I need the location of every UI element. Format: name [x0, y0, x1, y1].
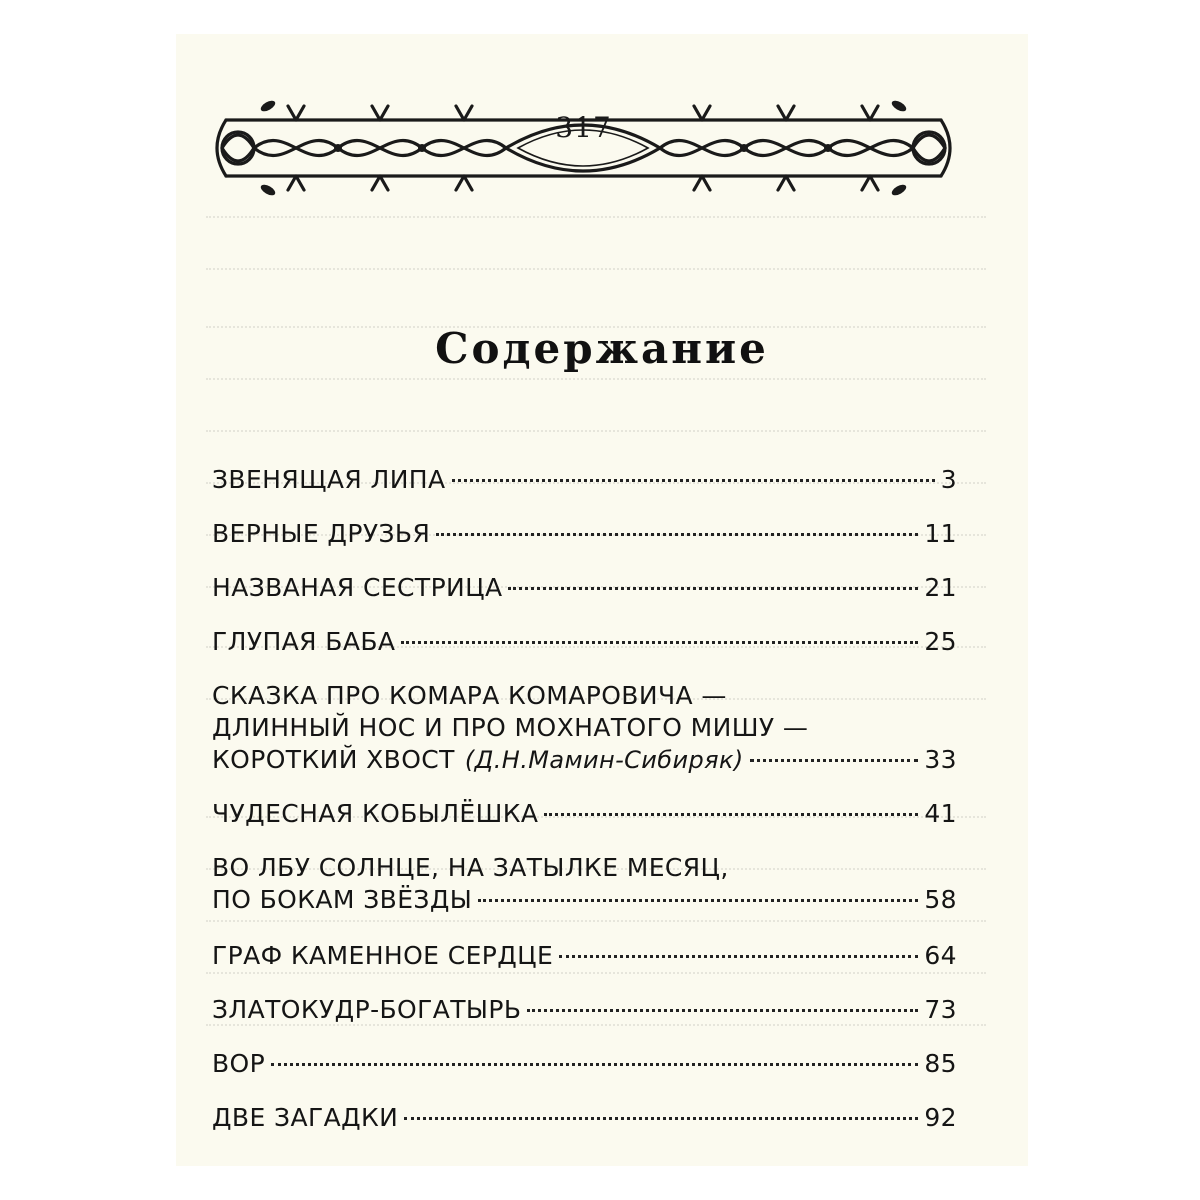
toc-page-number: 58	[924, 885, 957, 914]
toc-entry-line	[212, 518, 957, 550]
toc-entry-author: (Д.Н.Мамин-Сибиряк)	[464, 746, 744, 774]
toc-entry-line	[212, 994, 957, 1026]
toc-page-number: 92	[924, 1103, 957, 1132]
toc-entry-title: ВЕРНЫЕ ДРУЗЬЯ	[212, 519, 431, 548]
toc-entry[interactable]	[212, 1102, 957, 1134]
toc-entry-title: ВО ЛБУ СОЛНЦЕ, НА ЗАТЫЛКЕ МЕСЯЦ,	[212, 853, 729, 882]
dot-leader	[271, 1063, 918, 1066]
toc-entry-title: НАЗВАНАЯ СЕСТРИЦА	[212, 573, 503, 602]
dot-leader	[452, 479, 935, 482]
dot-leader	[508, 587, 918, 590]
toc-entry[interactable]	[212, 994, 957, 1026]
toc-page-number: 41	[924, 799, 957, 828]
toc-entry-line	[212, 884, 957, 916]
toc-entry-line	[212, 680, 957, 712]
toc-entry-title: ЗЛАТОКУДР-БОГАТЫРЬ	[212, 995, 522, 1024]
toc-entry-line	[212, 572, 957, 604]
toc-entry[interactable]	[212, 852, 957, 916]
toc-entry-title: СКАЗКА ПРО КОМАРА КОМАРОВИЧА —	[212, 681, 727, 710]
toc-page-number: 21	[924, 573, 957, 602]
toc-entry[interactable]	[212, 518, 957, 550]
toc-entry-title: ЗВЕНЯЩАЯ ЛИПА	[212, 465, 446, 494]
toc-entry-title: ВОР	[212, 1049, 266, 1078]
toc-entry-line	[212, 798, 957, 830]
ornamental-header	[206, 92, 961, 202]
book-page	[176, 34, 1028, 1166]
toc-page-number: 64	[924, 941, 957, 970]
toc-entry-title: ГЛУПАЯ БАБА	[212, 627, 396, 656]
toc-entry-line	[212, 626, 957, 658]
toc-entry-title: ГРАФ КАМЕННОЕ СЕРДЦЕ	[212, 941, 554, 970]
toc-entry[interactable]	[212, 1048, 957, 1080]
toc-page-number: 33	[924, 745, 957, 774]
toc-page-number: 11	[924, 519, 957, 548]
toc-entry-line	[212, 852, 957, 884]
dot-leader	[559, 955, 918, 958]
dot-leader	[404, 1117, 918, 1120]
toc-entry-line	[212, 744, 957, 776]
toc-entry[interactable]	[212, 464, 957, 496]
toc-entry-line	[212, 712, 957, 744]
toc-page-number: 25	[924, 627, 957, 656]
toc-entry[interactable]	[212, 572, 957, 604]
dot-leader	[527, 1009, 918, 1012]
toc-title: Содержание	[435, 324, 769, 373]
toc-page-number: 3	[940, 465, 957, 494]
table-of-contents	[212, 444, 957, 1134]
dot-leader	[544, 813, 918, 816]
toc-page-number: 85	[924, 1049, 957, 1078]
toc-entry-line	[212, 1048, 957, 1080]
toc-entry[interactable]	[212, 626, 957, 658]
dot-leader	[478, 899, 918, 902]
toc-entry-line	[212, 1102, 957, 1134]
toc-entry-line	[212, 940, 957, 972]
toc-entry[interactable]	[212, 798, 957, 830]
toc-entry-title: КОРОТКИЙ ХВОСТ	[212, 745, 455, 774]
toc-entry-title: ДЛИННЫЙ НОС И ПРО МОХНАТОГО МИШУ —	[212, 713, 809, 742]
dot-leader	[401, 641, 918, 644]
toc-entry-title: ДВЕ ЗАГАДКИ	[212, 1103, 399, 1132]
toc-entry-title: ЧУДЕСНАЯ КОБЫЛЁШКА	[212, 799, 539, 828]
toc-entry-line	[212, 464, 957, 496]
dot-leader	[750, 759, 919, 762]
toc-entry-title: ПО БОКАМ ЗВЁЗДЫ	[212, 885, 473, 914]
ornament-vine-icon	[206, 92, 961, 202]
toc-page-number: 73	[924, 995, 957, 1024]
dot-leader	[436, 533, 918, 536]
toc-entry[interactable]	[212, 680, 957, 776]
page-number: 317	[555, 111, 612, 144]
toc-entry[interactable]	[212, 940, 957, 972]
